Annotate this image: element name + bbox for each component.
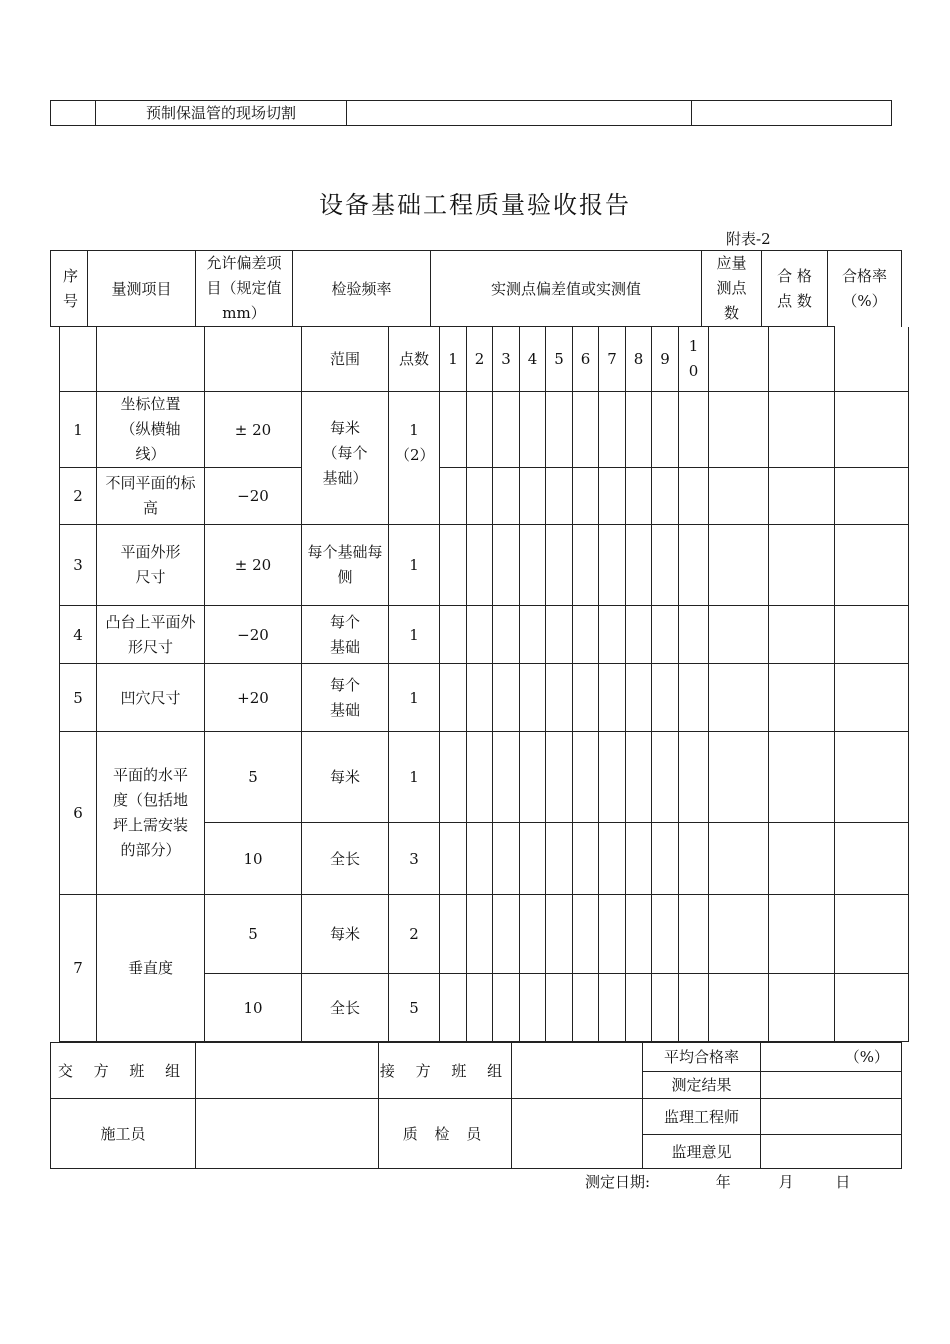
table-cell[interactable]	[769, 974, 835, 1042]
table-cell[interactable]	[835, 974, 909, 1042]
table-cell: 每个基础	[302, 664, 389, 732]
table-cell: 3	[60, 525, 97, 606]
table-cell[interactable]	[835, 664, 909, 732]
test-date-label: 测定日期:	[585, 1173, 651, 1191]
table-row	[60, 895, 909, 974]
table-cell[interactable]	[626, 823, 652, 895]
table-cell: 1	[389, 525, 440, 606]
inspector-label: 质 检 员	[379, 1099, 512, 1169]
table-cell[interactable]	[652, 606, 679, 664]
table-cell: 6	[60, 732, 97, 895]
table-cell: 每米（每个基础）	[302, 392, 389, 525]
avg-pass-rate-value[interactable]: （%）	[761, 1043, 902, 1072]
table-cell: 坐标位置（纵横轴线）	[97, 392, 205, 468]
supervisor-opinion-value[interactable]	[761, 1135, 902, 1169]
table-cell[interactable]	[709, 468, 769, 525]
table-cell: 10	[205, 823, 302, 895]
table-cell[interactable]	[652, 823, 679, 895]
table-cell[interactable]	[520, 525, 546, 606]
table-cell: −20	[205, 606, 302, 664]
table-cell[interactable]	[573, 732, 599, 823]
receive-team-label: 接 方 班 组	[379, 1043, 512, 1099]
table-cell[interactable]	[546, 732, 573, 823]
table-cell[interactable]	[769, 606, 835, 664]
table-cell[interactable]	[679, 525, 709, 606]
subheader-blank-tol	[205, 327, 302, 392]
main-table	[59, 326, 909, 1042]
table-cell[interactable]	[440, 392, 467, 468]
table-cell[interactable]	[652, 974, 679, 1042]
col-9: 9	[652, 327, 679, 392]
table-cell[interactable]	[652, 392, 679, 468]
table-cell[interactable]	[626, 525, 652, 606]
footer-table	[50, 1042, 902, 1169]
table-cell: 5	[205, 895, 302, 974]
header-frequency: 检验频率	[293, 251, 431, 327]
table-cell[interactable]	[769, 392, 835, 468]
table-cell[interactable]	[626, 468, 652, 525]
table-cell[interactable]	[835, 823, 909, 895]
table-cell[interactable]	[493, 732, 520, 823]
table-cell[interactable]	[546, 823, 573, 895]
table-cell[interactable]	[546, 664, 573, 732]
table-cell: 5	[389, 974, 440, 1042]
table-row	[60, 525, 909, 606]
table-cell[interactable]	[626, 895, 652, 974]
table-cell[interactable]	[709, 895, 769, 974]
table-row	[60, 606, 909, 664]
col-7: 7	[599, 327, 626, 392]
table-cell: 平面外形尺寸	[97, 525, 205, 606]
table-cell[interactable]	[599, 525, 626, 606]
table-cell[interactable]	[573, 468, 599, 525]
table-cell[interactable]	[467, 732, 493, 823]
col-6: 6	[573, 327, 599, 392]
table-cell[interactable]	[769, 895, 835, 974]
table-cell[interactable]	[626, 732, 652, 823]
test-date-month: 月	[778, 1173, 794, 1191]
table-cell[interactable]	[467, 392, 493, 468]
table-cell[interactable]	[679, 732, 709, 823]
table-cell[interactable]	[626, 664, 652, 732]
table-cell: 2	[60, 468, 97, 525]
table-cell[interactable]	[573, 606, 599, 664]
table-cell[interactable]	[769, 468, 835, 525]
col-2: 2	[467, 327, 493, 392]
table-cell: 凹穴尺寸	[97, 664, 205, 732]
top-col3-cell	[347, 101, 692, 126]
table-cell: ± 20	[205, 525, 302, 606]
table-cell[interactable]	[679, 468, 709, 525]
table-cell[interactable]	[626, 606, 652, 664]
header-seq: 序号	[51, 251, 88, 327]
table-cell[interactable]	[679, 664, 709, 732]
table-cell[interactable]	[467, 606, 493, 664]
table-cell[interactable]	[835, 392, 909, 468]
table-cell[interactable]	[652, 895, 679, 974]
table-cell[interactable]	[626, 974, 652, 1042]
table-cell[interactable]	[493, 664, 520, 732]
table-cell[interactable]	[599, 823, 626, 895]
table-cell[interactable]	[520, 392, 546, 468]
table-cell[interactable]	[652, 468, 679, 525]
top-seq-cell	[51, 101, 96, 126]
table-cell[interactable]	[467, 823, 493, 895]
table-cell: 平面的水平度（包括地坪上需安装的部分）	[97, 732, 205, 895]
table-cell[interactable]	[679, 392, 709, 468]
subheader-blank-item	[97, 327, 205, 392]
table-cell[interactable]	[493, 974, 520, 1042]
table-cell[interactable]	[835, 732, 909, 823]
subheader-blank-rate	[835, 327, 909, 392]
table-cell[interactable]	[679, 974, 709, 1042]
constructor-value[interactable]	[196, 1099, 379, 1169]
table-cell[interactable]	[493, 392, 520, 468]
table-cell[interactable]	[520, 974, 546, 1042]
table-cell: 每个基础	[302, 606, 389, 664]
table-number: 附表-2	[726, 230, 771, 248]
table-cell[interactable]	[440, 664, 467, 732]
table-cell[interactable]	[573, 895, 599, 974]
header-pass-rate: 合格率（%）	[828, 251, 902, 327]
table-cell[interactable]	[679, 895, 709, 974]
col-10: 10	[679, 327, 709, 392]
table-cell[interactable]	[709, 974, 769, 1042]
subheader-blank-seq	[60, 327, 97, 392]
table-cell: 1	[60, 392, 97, 468]
table-cell: 1	[389, 664, 440, 732]
table-cell[interactable]	[467, 468, 493, 525]
table-row	[60, 664, 909, 732]
handover-team-label: 交 方 班 组	[51, 1043, 196, 1099]
table-cell[interactable]	[835, 525, 909, 606]
table-cell[interactable]	[573, 525, 599, 606]
table-cell[interactable]	[573, 392, 599, 468]
col-5: 5	[546, 327, 573, 392]
table-cell[interactable]	[709, 823, 769, 895]
table-cell[interactable]	[679, 823, 709, 895]
table-cell[interactable]	[769, 525, 835, 606]
table-cell[interactable]	[546, 895, 573, 974]
table-cell[interactable]	[835, 606, 909, 664]
table-cell[interactable]	[440, 525, 467, 606]
table-cell[interactable]	[546, 468, 573, 525]
col-1: 1	[440, 327, 467, 392]
table-cell: 每米	[302, 732, 389, 823]
handover-team-value[interactable]	[196, 1043, 379, 1099]
table-cell[interactable]	[709, 392, 769, 468]
table-cell: +20	[205, 664, 302, 732]
table-cell: 全长	[302, 823, 389, 895]
subheader-blank-pass	[769, 327, 835, 392]
top-col4-cell	[692, 101, 892, 126]
table-cell[interactable]	[520, 895, 546, 974]
table-cell[interactable]	[520, 664, 546, 732]
table-cell[interactable]	[520, 732, 546, 823]
table-cell[interactable]	[467, 895, 493, 974]
test-result-value[interactable]	[761, 1072, 902, 1099]
supervisor-value[interactable]	[761, 1099, 902, 1135]
table-cell: 7	[60, 895, 97, 1042]
table-cell: 1	[389, 606, 440, 664]
table-cell[interactable]	[493, 468, 520, 525]
col-3: 3	[493, 327, 520, 392]
test-result-label: 测定结果	[643, 1072, 761, 1099]
table-cell[interactable]	[493, 525, 520, 606]
top-partial-table	[50, 100, 892, 126]
table-cell[interactable]	[546, 974, 573, 1042]
table-cell[interactable]	[520, 606, 546, 664]
table-cell: 凸台上平面外形尺寸	[97, 606, 205, 664]
table-cell[interactable]	[709, 664, 769, 732]
table-cell[interactable]	[652, 732, 679, 823]
table-cell[interactable]	[520, 468, 546, 525]
table-cell[interactable]	[599, 974, 626, 1042]
table-cell[interactable]	[626, 392, 652, 468]
table-cell[interactable]	[599, 468, 626, 525]
table-cell[interactable]	[599, 392, 626, 468]
table-cell[interactable]	[467, 525, 493, 606]
table-cell[interactable]	[835, 895, 909, 974]
header-pass-points: 合 格 点 数	[762, 251, 828, 327]
table-cell: 1	[389, 732, 440, 823]
table-cell[interactable]	[652, 664, 679, 732]
table-cell[interactable]	[573, 664, 599, 732]
table-cell[interactable]	[546, 392, 573, 468]
receive-team-value[interactable]	[512, 1043, 643, 1099]
table-cell[interactable]	[440, 606, 467, 664]
table-cell[interactable]	[440, 895, 467, 974]
table-row	[60, 468, 909, 525]
table-cell[interactable]	[493, 823, 520, 895]
table-cell[interactable]	[440, 468, 467, 525]
table-cell[interactable]	[599, 606, 626, 664]
header-should-points: 应量测点数	[702, 251, 762, 327]
table-cell[interactable]	[546, 525, 573, 606]
header-table	[50, 250, 902, 327]
table-cell[interactable]	[573, 974, 599, 1042]
table-cell: 不同平面的标高	[97, 468, 205, 525]
inspector-value[interactable]	[512, 1099, 643, 1169]
subheader-range: 范围	[302, 327, 389, 392]
table-cell[interactable]	[709, 525, 769, 606]
table-cell: 4	[60, 606, 97, 664]
table-cell: 5	[205, 732, 302, 823]
table-cell: 5	[60, 664, 97, 732]
avg-pass-rate-label: 平均合格率	[643, 1043, 761, 1072]
constructor-label: 施工员	[51, 1099, 196, 1169]
table-cell: 全长	[302, 974, 389, 1042]
supervisor-label: 监理工程师	[643, 1099, 761, 1135]
table-cell: 2	[389, 895, 440, 974]
table-cell: ± 20	[205, 392, 302, 468]
table-cell[interactable]	[769, 664, 835, 732]
page-title: 设备基础工程质量验收报告	[319, 191, 631, 219]
table-cell[interactable]	[493, 606, 520, 664]
table-row	[60, 732, 909, 823]
subheader-blank-should	[709, 327, 769, 392]
table-cell[interactable]	[652, 525, 679, 606]
header-measured: 实测点偏差值或实测值	[431, 251, 702, 327]
table-cell[interactable]	[599, 664, 626, 732]
col-8: 8	[626, 327, 652, 392]
test-date-day: 日	[835, 1173, 851, 1191]
table-cell[interactable]	[709, 606, 769, 664]
top-item-cell: 预制保温管的现场切割	[96, 101, 347, 126]
table-cell[interactable]	[440, 974, 467, 1042]
header-tolerance: 允许偏差项目（规定值mm）	[196, 251, 293, 327]
table-cell[interactable]	[835, 468, 909, 525]
table-cell[interactable]	[546, 606, 573, 664]
table-cell[interactable]	[769, 823, 835, 895]
table-cell[interactable]	[467, 974, 493, 1042]
table-cell: 垂直度	[97, 895, 205, 1042]
table-cell[interactable]	[573, 823, 599, 895]
table-cell: 1（2）	[389, 392, 440, 525]
table-cell: 3	[389, 823, 440, 895]
table-cell: −20	[205, 468, 302, 525]
test-date-line	[585, 1171, 850, 1192]
table-cell[interactable]	[599, 895, 626, 974]
table-cell[interactable]	[493, 895, 520, 974]
table-cell[interactable]	[467, 664, 493, 732]
supervisor-opinion-label: 监理意见	[643, 1135, 761, 1169]
header-item: 量测项目	[88, 251, 196, 327]
table-cell[interactable]	[520, 823, 546, 895]
table-cell[interactable]	[709, 732, 769, 823]
table-row	[60, 392, 909, 468]
table-cell[interactable]	[599, 732, 626, 823]
table-cell: 每个基础每侧	[302, 525, 389, 606]
subheader-points: 点数	[389, 327, 440, 392]
table-cell[interactable]	[440, 823, 467, 895]
table-cell[interactable]	[440, 732, 467, 823]
table-cell: 每米	[302, 895, 389, 974]
col-4: 4	[520, 327, 546, 392]
test-date-year: 年	[715, 1173, 731, 1191]
table-cell: 10	[205, 974, 302, 1042]
table-cell[interactable]	[769, 732, 835, 823]
table-cell[interactable]	[679, 606, 709, 664]
